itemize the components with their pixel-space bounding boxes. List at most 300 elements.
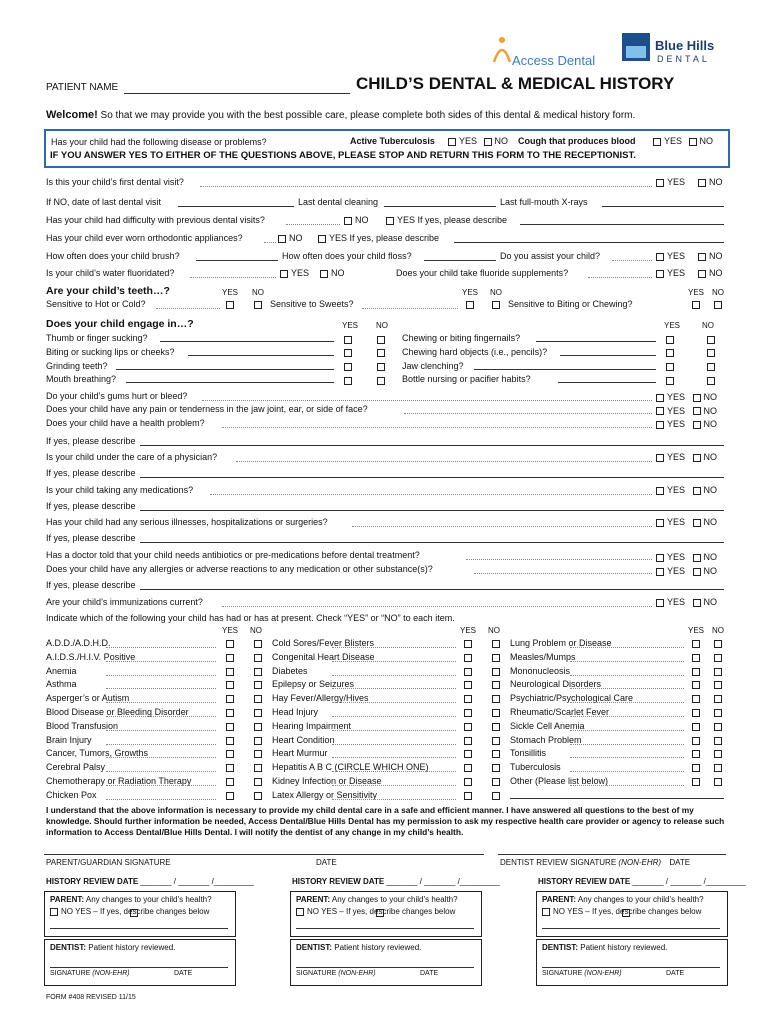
describe-field[interactable] (140, 445, 724, 446)
condition-label: Latex Allergy or Sensitivity (272, 789, 378, 800)
condition-label: Kidney Infection or Disease (272, 776, 382, 786)
condition-yes-checkbox[interactable] (692, 668, 700, 676)
condition-no-checkbox[interactable] (714, 681, 722, 689)
checkbox[interactable] (714, 301, 722, 309)
no-label: NO (699, 136, 714, 146)
leader (570, 716, 684, 717)
condition-no-checkbox[interactable] (492, 709, 500, 717)
condition-no-checkbox[interactable] (714, 723, 722, 731)
teeth-hot-cold: Sensitive to Hot or Cold? (46, 299, 146, 309)
dentist-signature-field[interactable] (296, 967, 474, 968)
condition-yes-checkbox[interactable] (464, 654, 472, 662)
condition-yes-checkbox[interactable] (226, 750, 234, 758)
condition-no-checkbox[interactable] (714, 764, 722, 772)
condition-no-checkbox[interactable] (254, 654, 262, 662)
describe-field[interactable] (140, 589, 724, 590)
condition-label: Psychiatric/Psychological Care (510, 693, 634, 704)
condition-no-checkbox[interactable] (492, 737, 500, 745)
checkbox[interactable] (693, 454, 701, 462)
dentist-text: Patient history reviewed. (334, 943, 422, 952)
brush-field[interactable] (196, 260, 278, 261)
condition-no-checkbox[interactable] (492, 681, 500, 689)
other-field[interactable] (510, 798, 724, 799)
condition-label: Cancer, Tumors, Growths (46, 748, 149, 759)
biting-no[interactable] (714, 299, 725, 309)
sig-label: SIGNATURE (542, 970, 583, 977)
condition-no-checkbox[interactable] (254, 695, 262, 703)
condition-no-checkbox[interactable] (492, 778, 500, 786)
parent-question: Any changes to your child’s health? (85, 895, 212, 904)
condition-no-checkbox[interactable] (492, 668, 500, 676)
leader (332, 716, 456, 717)
last-visit-field[interactable] (178, 206, 294, 207)
checkbox[interactable] (698, 270, 706, 278)
yes-label: YES (667, 392, 686, 402)
checkbox[interactable] (130, 909, 138, 917)
parent-bold: PARENT: (296, 895, 331, 904)
yes-label: YES (667, 251, 686, 261)
parent-bold: PARENT: (50, 895, 85, 904)
list-item: Biting or sucking lips or cheeks? (46, 347, 175, 357)
checkbox[interactable] (377, 377, 385, 385)
describe-label: If yes, please describe (46, 468, 136, 478)
leader (116, 369, 334, 370)
condition-no-checkbox[interactable] (254, 737, 262, 745)
condition-yes-checkbox[interactable] (226, 695, 234, 703)
checkbox[interactable] (656, 454, 664, 462)
condition-no-checkbox[interactable] (254, 764, 262, 772)
condition-no-checkbox[interactable] (254, 668, 262, 676)
leader (332, 688, 456, 689)
list-item: Thumb or finger sucking? (46, 333, 148, 343)
condition-no-checkbox[interactable] (714, 778, 722, 786)
checkbox[interactable] (320, 270, 328, 278)
condition-no-checkbox[interactable] (714, 737, 722, 745)
condition-yes-checkbox[interactable] (226, 709, 234, 717)
condition-yes-checkbox[interactable] (464, 764, 472, 772)
q-last-cleaning: Last dental cleaning (298, 197, 379, 207)
leader (106, 744, 216, 745)
condition-yes-checkbox[interactable] (464, 695, 472, 703)
checkbox[interactable] (693, 568, 701, 576)
leader (202, 400, 652, 401)
leader (332, 730, 456, 731)
condition-no-checkbox[interactable] (254, 723, 262, 731)
q-antibiotics: Has a doctor told that your child needs antibiotics or pre-medications before dental treatment? (46, 550, 420, 560)
checkbox[interactable] (666, 336, 674, 344)
no-label: NO (355, 215, 369, 225)
checkbox[interactable] (693, 519, 701, 527)
q-water-yes[interactable] (280, 268, 309, 278)
welcome-line (46, 109, 635, 121)
leader (474, 369, 656, 370)
condition-label: Heart Murmur (272, 748, 328, 759)
hot-cold-yes[interactable] (226, 299, 237, 309)
leader (362, 308, 458, 309)
review-date-label: HISTORY REVIEW DATE (46, 877, 139, 886)
condition-no-checkbox[interactable] (714, 695, 722, 703)
checkbox[interactable] (656, 599, 664, 607)
condition-no-checkbox[interactable] (254, 778, 262, 786)
condition-yes-checkbox[interactable] (226, 654, 234, 662)
review-date-blank[interactable]: _______ / _______ /_________ (386, 877, 500, 886)
condition-no-checkbox[interactable] (492, 640, 500, 648)
orthodontic-field[interactable] (454, 242, 724, 243)
access-dental-text: Access Dental (512, 53, 596, 68)
q-fluoride: Does your child take fluoride supplements? (396, 268, 569, 278)
condition-yes-checkbox[interactable] (226, 640, 234, 648)
condition-no-checkbox[interactable] (492, 723, 500, 731)
q-orthodontic-yes[interactable] (318, 233, 439, 243)
condition-label: A.D.D./A.D.H.D. (46, 638, 111, 648)
checkbox[interactable] (622, 909, 630, 917)
leader (332, 661, 456, 662)
dentist-signature-field[interactable] (50, 967, 228, 968)
condition-label: Tonsillitis (510, 748, 547, 759)
condition-yes-checkbox[interactable] (692, 778, 700, 786)
condition-yes-checkbox[interactable] (464, 681, 472, 689)
date-label: DATE (420, 970, 439, 977)
q-immunizations: Are your child’s immunizations current? (46, 597, 203, 607)
list-item: Jaw clenching? (402, 361, 464, 371)
dentist-statement (50, 943, 175, 952)
leader (190, 277, 276, 278)
leader (286, 224, 340, 225)
condition-label: Mononucleosis (510, 665, 571, 676)
dentist-signature-field[interactable] (498, 854, 726, 855)
no-label: NO (703, 566, 718, 576)
dentist-statement (296, 943, 421, 952)
checkbox[interactable] (693, 421, 701, 429)
checkbox[interactable] (226, 301, 234, 309)
q-assist-yes[interactable] (656, 251, 685, 261)
condition-no-checkbox[interactable] (254, 640, 262, 648)
changes-field[interactable] (542, 928, 720, 929)
checkbox[interactable] (666, 349, 674, 357)
condition-label: Hearing Impairment (272, 720, 352, 731)
alert-tb: Active Tuberculosis (350, 136, 435, 146)
condition-label: Epilepsy or Seizures (272, 679, 355, 690)
no-label: NO (703, 517, 718, 527)
review-date-blank[interactable]: _______ / _______ /_________ (632, 877, 746, 886)
access-dental-logo (490, 34, 514, 68)
checkbox[interactable] (656, 270, 664, 278)
checkbox[interactable] (344, 217, 352, 225)
condition-label: Tuberculosis (510, 762, 561, 773)
q-fluoride-no[interactable] (698, 268, 723, 278)
checkbox[interactable] (344, 349, 352, 357)
q-water: Is your child’s water fluoridated? (46, 268, 175, 278)
changes-field[interactable] (50, 928, 228, 929)
yes-label: YES (667, 597, 686, 607)
q-orthodontic: Has your child ever worn orthodontic appliances? (46, 233, 243, 243)
q-floss: How often does your child floss? (282, 251, 412, 261)
describe-field[interactable] (140, 477, 724, 478)
welcome-bold: Welcome! (46, 109, 98, 121)
parent-options: NO YES – If yes, describe changes below (61, 907, 210, 916)
dentist-signature-field[interactable] (542, 967, 720, 968)
condition-no-checkbox[interactable] (492, 654, 500, 662)
no-header: NO (250, 626, 262, 635)
parent-options: NO YES – If yes, describe changes below (307, 907, 456, 916)
condition-no-checkbox[interactable] (254, 792, 262, 800)
parent-question: Any changes to your child’s health? (331, 895, 458, 904)
condition-yes-checkbox[interactable] (692, 737, 700, 745)
condition-no-checkbox[interactable] (254, 750, 262, 758)
condition-yes-checkbox[interactable] (226, 792, 234, 800)
leader (106, 757, 216, 758)
describe-field[interactable] (140, 510, 724, 511)
sweets-yes[interactable] (466, 299, 477, 309)
leader (560, 355, 656, 356)
patient-name-label: PATIENT NAME (46, 82, 119, 93)
last-cleaning-field[interactable] (384, 206, 496, 207)
leader (558, 382, 656, 383)
condition-label: Rheumatic/Scarlet Fever (510, 707, 610, 717)
checkbox[interactable] (656, 407, 664, 415)
q-medications: Is your child taking any medications? (46, 485, 194, 495)
checkbox[interactable] (698, 179, 706, 187)
parent-signature-field[interactable] (44, 854, 484, 855)
yes-header: YES (688, 626, 705, 635)
condition-yes-checkbox[interactable] (692, 750, 700, 758)
checkbox[interactable] (656, 179, 664, 187)
checkbox[interactable] (698, 253, 706, 261)
checkbox[interactable] (466, 301, 474, 309)
condition-yes-checkbox[interactable] (692, 709, 700, 717)
leader (570, 744, 684, 745)
checkbox[interactable] (707, 377, 715, 385)
condition-no-checkbox[interactable] (492, 792, 500, 800)
list-item: Chewing or biting fingernails? (402, 333, 521, 343)
condition-yes-checkbox[interactable] (692, 723, 700, 731)
checkbox[interactable] (693, 554, 701, 562)
checkbox[interactable] (692, 301, 700, 309)
parent-bold: PARENT: (542, 895, 577, 904)
q-assist-no[interactable] (698, 251, 723, 261)
condition-no-checkbox[interactable] (714, 640, 722, 648)
tb-yes-checkbox[interactable] (448, 138, 456, 146)
condition-yes-checkbox[interactable] (692, 681, 700, 689)
condition-yes-checkbox[interactable] (226, 778, 234, 786)
leader (106, 785, 216, 786)
leader (332, 785, 456, 786)
no-header: NO (490, 288, 502, 297)
checkbox[interactable] (666, 377, 674, 385)
checkbox[interactable] (492, 301, 500, 309)
condition-label: Neurological Disorders (510, 679, 602, 690)
date-label: DATE (666, 970, 685, 977)
checkbox[interactable] (707, 349, 715, 357)
condition-no-checkbox[interactable] (492, 695, 500, 703)
yes-header: YES (222, 626, 239, 635)
condition-no-checkbox[interactable] (492, 750, 500, 758)
describe-field[interactable] (140, 542, 724, 543)
condition-label: Cerebral Palsy (46, 762, 106, 773)
engage-left-checkboxes (344, 333, 388, 388)
condition-no-checkbox[interactable] (254, 681, 262, 689)
condition-no-checkbox[interactable] (714, 668, 722, 676)
q-fluoride-yes[interactable] (656, 268, 685, 278)
condition-no-checkbox[interactable] (254, 709, 262, 717)
leader (106, 647, 216, 648)
tb-no-checkbox[interactable] (484, 138, 492, 146)
dentist-bold: DENTIST: (296, 943, 332, 952)
changes-field[interactable] (296, 928, 474, 929)
condition-label: Cold Sores/Fever Blisters (272, 638, 375, 648)
medications-options (656, 485, 717, 495)
checkbox[interactable] (656, 568, 664, 576)
leader (106, 771, 216, 772)
leader (332, 744, 456, 745)
condition-label: Blood Transfusion (46, 720, 119, 731)
q-orthodontic-no[interactable] (278, 233, 303, 243)
checkbox[interactable] (656, 253, 664, 261)
condition-no-checkbox[interactable] (492, 764, 500, 772)
condition-yes-checkbox[interactable] (226, 681, 234, 689)
sig-label: SIGNATURE (296, 970, 337, 977)
leader (156, 308, 220, 309)
checkbox[interactable] (344, 336, 352, 344)
checkbox[interactable] (666, 363, 674, 371)
leader (126, 382, 334, 383)
condition-label: Sickle Cell Anemia (510, 720, 585, 731)
parent-signature-label: PARENT/GUARDIAN SIGNATURE (46, 858, 171, 867)
checkbox[interactable] (254, 301, 262, 309)
hot-cold-no[interactable] (254, 299, 265, 309)
difficulty-field[interactable] (520, 224, 724, 225)
physician-options (656, 452, 717, 462)
q-first-visit-no[interactable] (698, 177, 723, 187)
condition-yes-checkbox[interactable] (692, 695, 700, 703)
condition-yes-checkbox[interactable] (226, 764, 234, 772)
checkbox[interactable] (377, 349, 385, 357)
condition-yes-checkbox[interactable] (692, 640, 700, 648)
parent-question (50, 895, 212, 904)
checkbox[interactable] (376, 909, 384, 917)
condition-yes-checkbox[interactable] (226, 668, 234, 676)
leader (106, 702, 216, 703)
checkbox[interactable] (377, 363, 385, 371)
q-allergies: Does your child have any allergies or adverse reactions to any medication or other substance(s)? (46, 564, 433, 574)
condition-no-checkbox[interactable] (714, 654, 722, 662)
leader (570, 688, 684, 689)
condition-yes-checkbox[interactable] (464, 723, 472, 731)
q-difficulty-yes[interactable] (386, 215, 507, 225)
dentist-review-text: DENTIST REVIEW SIGNATURE (500, 858, 617, 867)
signature-label (296, 970, 376, 977)
antibiotics-allergies-options (656, 550, 717, 578)
checkbox[interactable] (656, 519, 664, 527)
condition-no-checkbox[interactable] (714, 709, 722, 717)
checkbox[interactable] (707, 336, 715, 344)
yes-label: YES (667, 452, 686, 462)
checkbox[interactable] (50, 908, 58, 916)
leader (588, 277, 652, 278)
q-water-no[interactable] (320, 268, 345, 278)
checkbox[interactable] (693, 407, 701, 415)
checkbox[interactable] (344, 377, 352, 385)
checkbox[interactable] (542, 908, 550, 916)
checkbox[interactable] (656, 394, 664, 402)
condition-yes-checkbox[interactable] (464, 737, 472, 745)
no-header: NO (376, 321, 388, 330)
condition-yes-checkbox[interactable] (226, 737, 234, 745)
checkbox[interactable] (377, 336, 385, 344)
review-date-blank[interactable]: _______ / _______ /_________ (140, 877, 254, 886)
no-label: NO (709, 268, 723, 278)
checkbox[interactable] (296, 908, 304, 916)
condition-label: Anemia (46, 665, 77, 676)
cough-yes-checkbox[interactable] (653, 138, 661, 146)
condition-yes-checkbox[interactable] (226, 723, 234, 731)
checkbox[interactable] (386, 217, 394, 225)
checkbox[interactable] (693, 394, 701, 402)
condition-yes-checkbox[interactable] (464, 792, 472, 800)
leader (570, 771, 684, 772)
floss-field[interactable] (424, 260, 496, 261)
condition-yes-checkbox[interactable] (692, 654, 700, 662)
date-label: DATE (316, 858, 337, 867)
checkbox[interactable] (656, 487, 664, 495)
leader (222, 427, 652, 428)
condition-label: Brain Injury (46, 734, 92, 745)
checkbox[interactable] (693, 487, 701, 495)
leader (106, 661, 216, 662)
condition-yes-checkbox[interactable] (464, 640, 472, 648)
describe-label: If yes, please describe (46, 436, 136, 446)
q-difficulty-no[interactable] (344, 215, 369, 225)
checkbox[interactable] (280, 270, 288, 278)
signature-label (542, 970, 622, 977)
leader (222, 606, 652, 607)
leader (160, 341, 334, 342)
yes-label: YES (667, 268, 686, 278)
last-xrays-field[interactable] (602, 206, 724, 207)
patient-name-field[interactable] (124, 93, 350, 94)
date-label (174, 970, 192, 977)
leader (236, 461, 652, 462)
cough-no-checkbox[interactable] (689, 138, 697, 146)
checkbox[interactable] (707, 363, 715, 371)
condition-yes-checkbox[interactable] (464, 778, 472, 786)
checkbox[interactable] (693, 599, 701, 607)
q-first-visit-yes[interactable] (656, 177, 685, 187)
condition-yes-checkbox[interactable] (692, 764, 700, 772)
condition-yes-checkbox[interactable] (464, 668, 472, 676)
checkbox[interactable] (318, 235, 326, 243)
teeth-biting: Sensitive to Biting or Chewing? (508, 299, 633, 309)
checkbox[interactable] (344, 363, 352, 371)
condition-yes-checkbox[interactable] (464, 750, 472, 758)
checkbox[interactable] (278, 235, 286, 243)
checkbox[interactable] (656, 421, 664, 429)
review-date-label: HISTORY REVIEW DATE (292, 877, 385, 886)
no-header: NO (712, 626, 724, 635)
condition-no-checkbox[interactable] (714, 750, 722, 758)
teeth-sweets: Sensitive to Sweets? (270, 299, 354, 309)
biting-yes[interactable] (692, 299, 703, 309)
sweets-no[interactable] (492, 299, 503, 309)
q-assist: Do you assist your child? (500, 251, 601, 261)
alert-question: Has your child had the following disease or problems? (51, 137, 267, 147)
checkbox[interactable] (656, 554, 664, 562)
leader (612, 260, 652, 261)
alert-cough-options (653, 136, 713, 146)
leader (210, 494, 652, 495)
condition-yes-checkbox[interactable] (464, 709, 472, 717)
no-label: NO (709, 251, 723, 261)
